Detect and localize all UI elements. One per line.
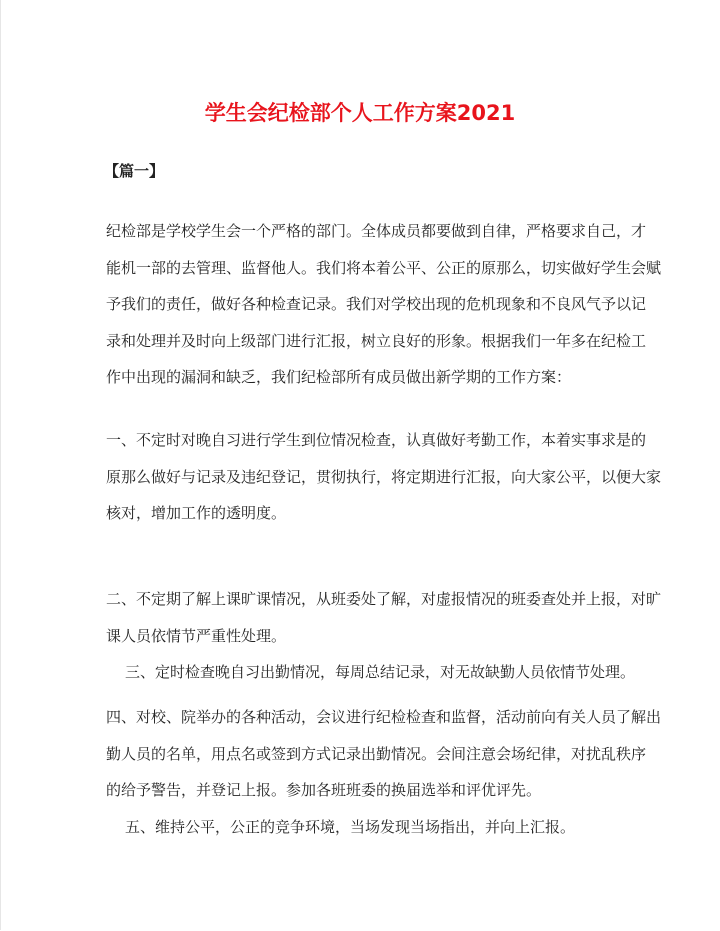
section-heading: 【篇一】 — [104, 162, 165, 180]
text-line: 予我们的责任，做好各种检查记录。我们对学校出现的危机现象和不良风气予以记 — [106, 295, 647, 314]
text-line: 能机一部的去管理、监督他人。我们将本着公平、公正的原那么，切实做好学生会赋 — [106, 258, 662, 277]
paragraph-item-1 — [106, 429, 662, 539]
paragraph-intro — [106, 220, 662, 403]
text-line: 核对，增加工作的透明度。 — [106, 504, 287, 523]
paragraph-item-5 — [125, 816, 632, 853]
text-line: 五、维持公平，公正的竞争环境，当场发现当场指出，并向上汇报。 — [125, 818, 576, 836]
text-line: 纪检部是学校学生会一个严格的部门。全体成员都要做到自律，严格要求自己，才 — [106, 222, 647, 240]
document-title: 学生会纪检部个人工作方案2021 — [204, 101, 516, 125]
text-line: 原那么做好与记录及违纪登记，贯彻执行，将定期进行汇报，向大家公平，以便大家 — [106, 467, 662, 486]
text-line: 四、对校、院举办的各种活动，会议进行纪检检查和监督，活动前向有关人员了解出 — [106, 708, 662, 726]
paragraph-item-3 — [125, 661, 636, 698]
text-line: 作中出现的漏洞和缺乏，我们纪检部所有成员做出新学期的工作方案： — [106, 368, 572, 387]
text-line: 一、不定时对晚自习进行学生到位情况检查，认真做好考勤工作，本着实事求是的 — [106, 431, 647, 449]
text-line: 的给予警告，并登记上报。参加各班班委的换届选举和评优评先。 — [106, 781, 542, 800]
text-line: 三、定时检查晚自习出勤情况，每周总结记录，对无故缺勤人员依情节处理。 — [125, 663, 636, 681]
text-line: 勤人员的名单，用点名或签到方式记录出勤情况。会间注意会场纪律，对扰乱秩序 — [106, 744, 647, 763]
paragraph-item-4 — [106, 706, 662, 816]
paragraph-item-2 — [106, 588, 662, 661]
text-line: 二、不定期了解上课旷课情况，从班委处了解，对虚报情况的班委查处并上报，对旷 — [106, 590, 662, 608]
text-line: 录和处理并及时向上级部门进行汇报，树立良好的形象。根据我们一年多在纪检工 — [106, 331, 647, 350]
text-line: 课人员依情节严重性处理。 — [106, 626, 287, 645]
